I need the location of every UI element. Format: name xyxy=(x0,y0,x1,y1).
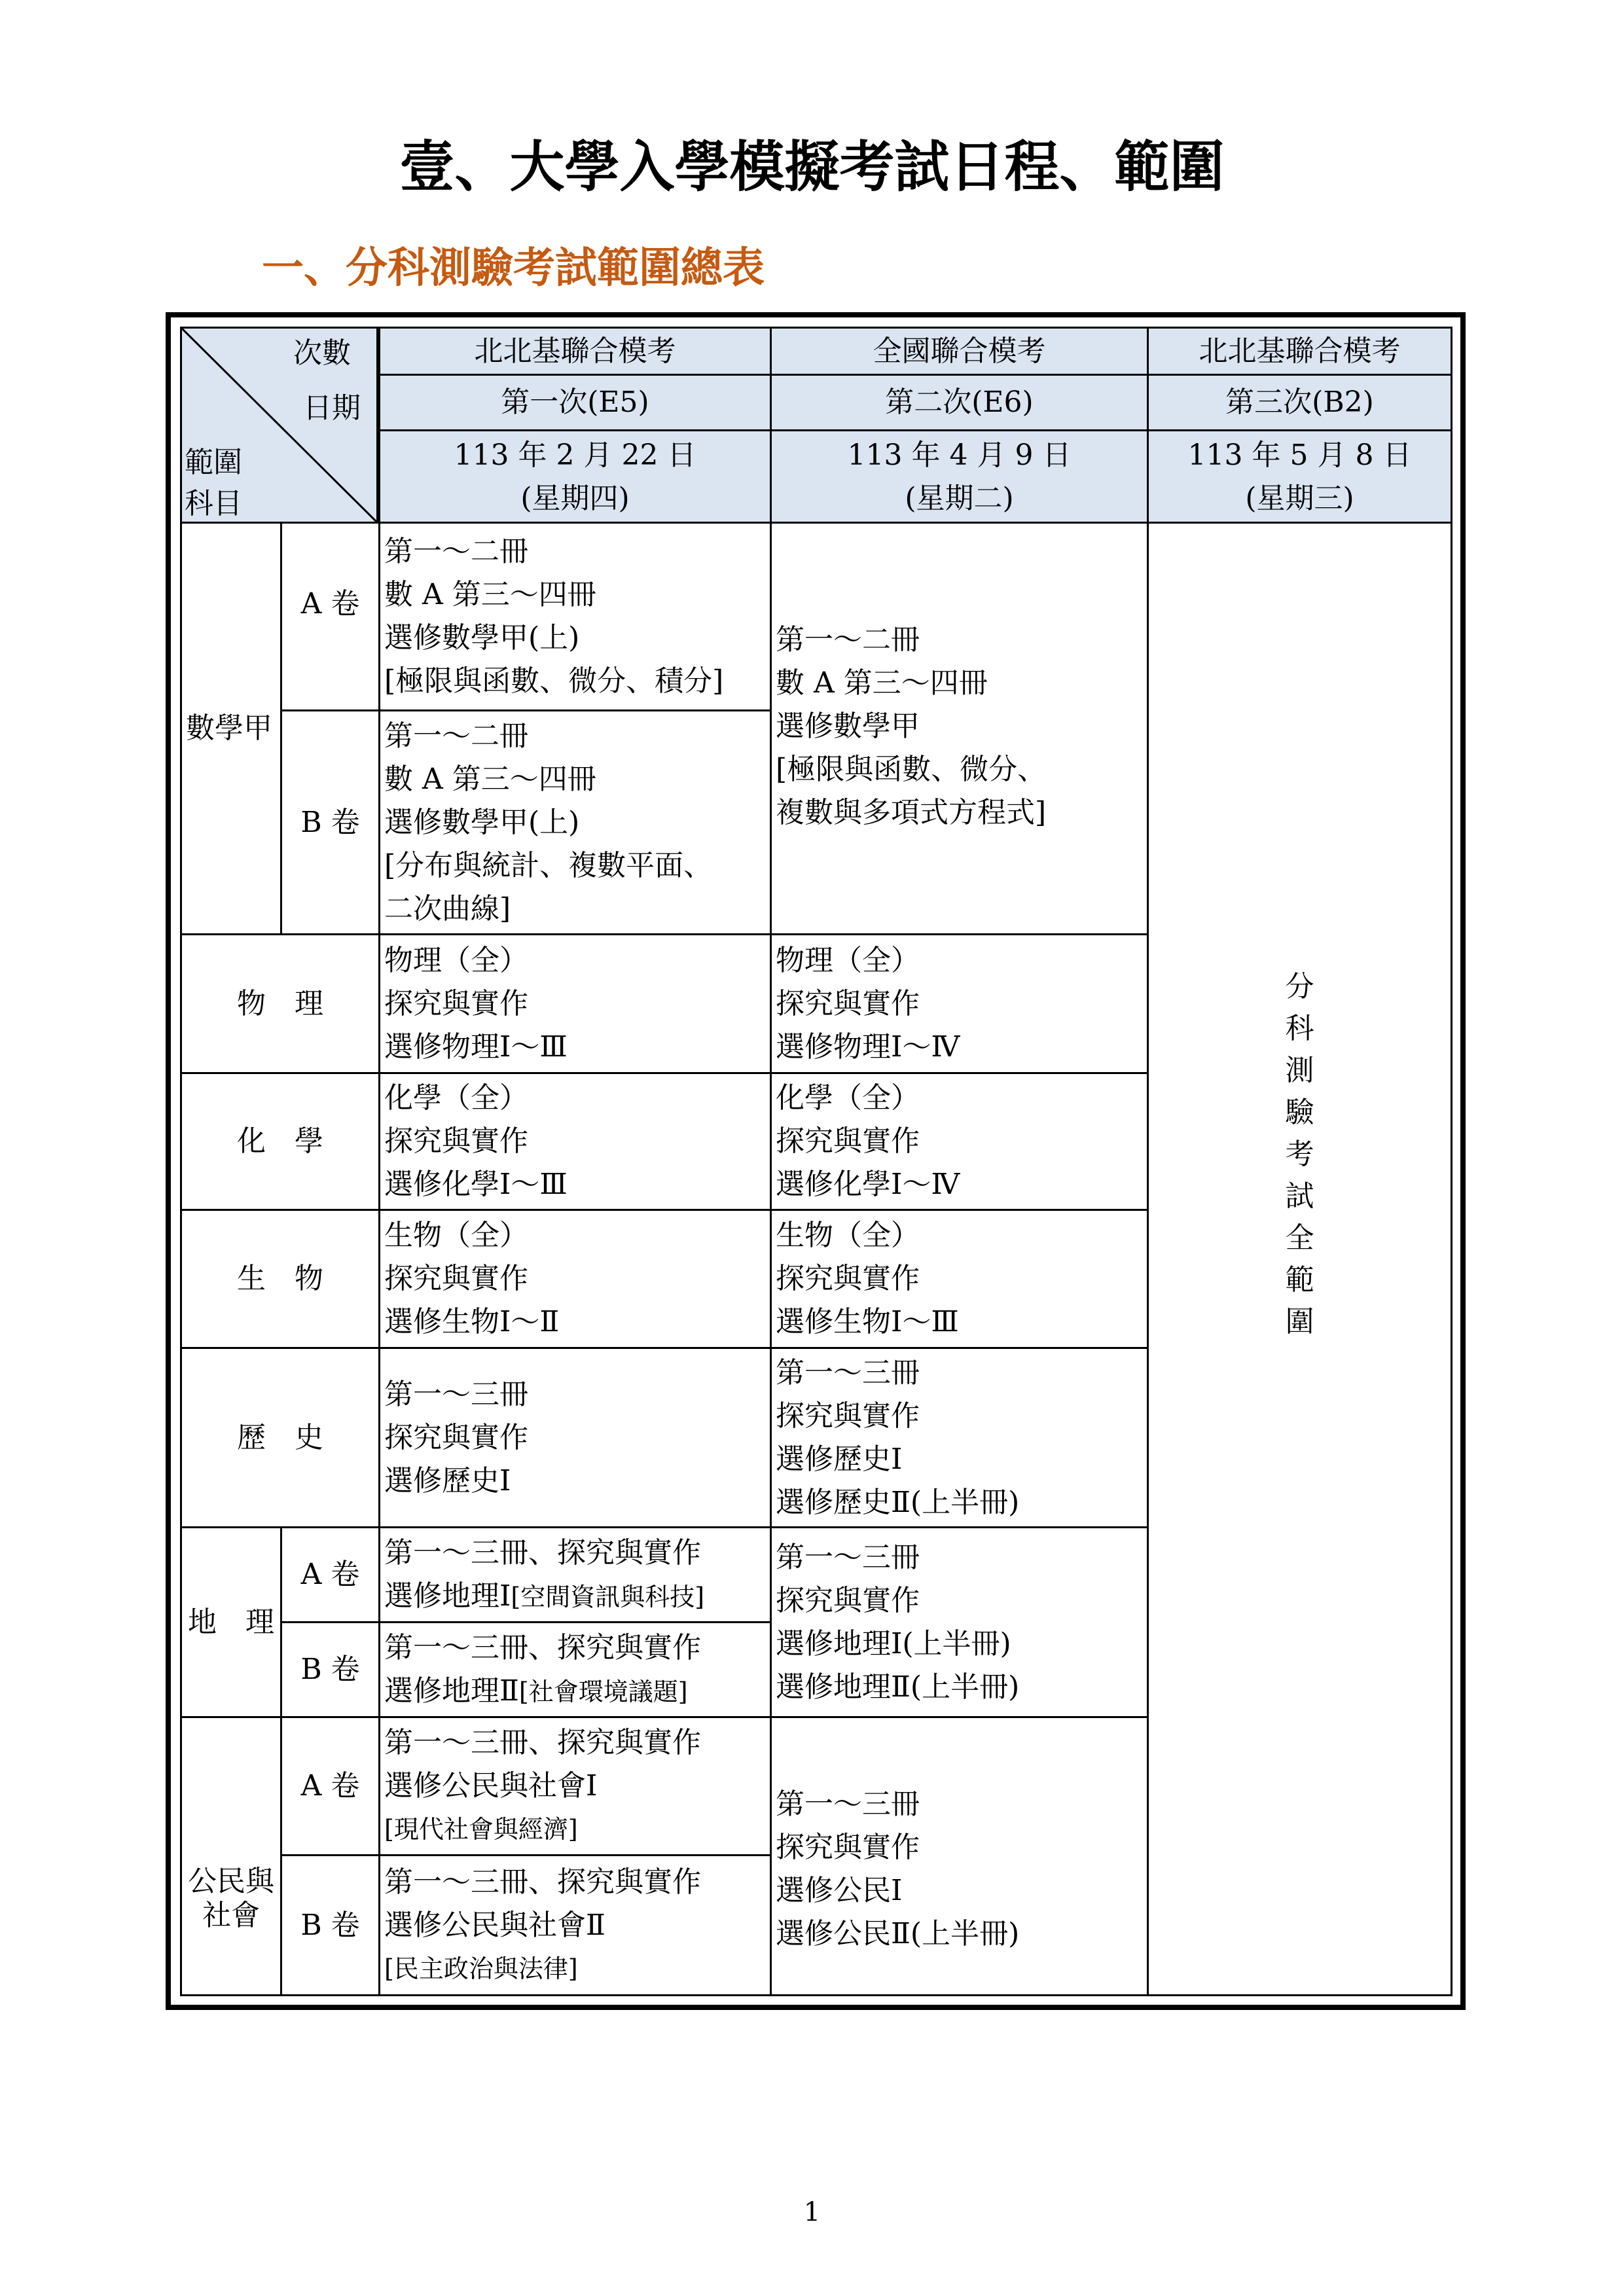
math-subject: 數學甲 xyxy=(180,522,282,935)
physics-subject: 物 理 xyxy=(180,933,380,1074)
civics-col2-line: 選修公民Ⅰ xyxy=(776,1874,903,1907)
math-col2-line: 數 A 第三～四冊 xyxy=(776,666,988,700)
biology-col1-line: 選修生物Ⅰ～Ⅱ xyxy=(384,1305,560,1338)
civics-col2-line: 第一～三冊 xyxy=(776,1787,920,1821)
geography-b-label: B 卷 xyxy=(280,1621,380,1718)
civics-col1-b-line: 選修公民與社會Ⅱ xyxy=(384,1908,605,1942)
geography-col1-b-course: 選修地理Ⅱ xyxy=(384,1674,519,1708)
civics-subject-line: 公民與 xyxy=(188,1865,274,1898)
col1-date-cell xyxy=(378,429,772,524)
note-char: 考 xyxy=(1285,1137,1314,1171)
chemistry-col1-line: 探究與實作 xyxy=(384,1124,528,1158)
col2-date-cell xyxy=(770,429,1149,524)
civics-a-label: A 卷 xyxy=(280,1716,380,1856)
math-col1-a-line: 數 A 第三～四冊 xyxy=(384,578,596,611)
physics-col1-line: 選修物理Ⅰ～Ⅲ xyxy=(384,1030,568,1064)
section-title: 一、分科測驗考試範圍總表 xyxy=(262,244,765,293)
biology-col1-line: 生物（全） xyxy=(384,1219,528,1252)
math-col1-b-line: 數 A 第三～四冊 xyxy=(384,762,596,796)
physics-col1-line: 探究與實作 xyxy=(384,986,528,1020)
note-char: 分 xyxy=(1285,969,1314,1003)
note-char: 圍 xyxy=(1285,1304,1314,1338)
chemistry-subject: 化 學 xyxy=(180,1072,380,1211)
col3-session: 第三次(B2) xyxy=(1147,374,1453,431)
page-number: 1 xyxy=(803,2197,821,2227)
col1-org: 北北基聯合模考 xyxy=(378,327,772,376)
math-col1-b-line: 第一～二冊 xyxy=(384,719,528,753)
math-col1-b-line: 選修數學甲(上) xyxy=(384,805,580,839)
geography-col1-a-line2 xyxy=(384,1575,766,1619)
geography-a-label: A 卷 xyxy=(280,1526,380,1623)
geography-col1-a xyxy=(378,1526,772,1623)
physics-col2-line: 物理（全） xyxy=(776,943,920,977)
civics-subject xyxy=(180,1716,282,1996)
geography-col2-line: 探究與實作 xyxy=(776,1583,920,1617)
history-col2-line: 選修歷史Ⅱ(上半冊) xyxy=(776,1485,1020,1519)
biology-col1-line: 探究與實作 xyxy=(384,1262,528,1295)
geography-col1-b-line2 xyxy=(384,1670,766,1713)
chemistry-col2 xyxy=(770,1072,1149,1211)
biology-col2-line: 生物（全） xyxy=(776,1219,920,1252)
corner-header-cell xyxy=(180,327,378,524)
geography-col1-a-course: 選修地理Ⅰ xyxy=(384,1579,511,1613)
math-col2-line: 選修數學甲 xyxy=(776,709,920,743)
civics-b-label: B 卷 xyxy=(280,1854,380,1996)
corner-date-label: 日期 xyxy=(303,391,361,425)
col3-date: 113 年 5 月 8 日 xyxy=(1187,439,1412,472)
page-title: 壹、大學入學模擬考試日程、範圍 xyxy=(399,135,1225,199)
history-col2 xyxy=(770,1347,1149,1528)
col1-weekday: (星期四) xyxy=(520,482,630,515)
biology-subject: 生 物 xyxy=(180,1209,380,1349)
col3-weekday: (星期三) xyxy=(1245,482,1354,515)
math-col2-line: 第一～二冊 xyxy=(776,623,920,656)
math-b-label: B 卷 xyxy=(280,709,380,935)
geography-col1-a-line: 第一～三冊、探究與實作 xyxy=(384,1535,701,1570)
biology-col1 xyxy=(378,1209,772,1349)
history-col2-line: 探究與實作 xyxy=(776,1399,920,1433)
civics-col2-line: 探究與實作 xyxy=(776,1831,920,1864)
biology-col2 xyxy=(770,1209,1149,1349)
note-char: 驗 xyxy=(1285,1095,1314,1129)
corner-subject-label: 科目 xyxy=(185,487,242,520)
col1-session: 第一次(E5) xyxy=(378,374,772,431)
civics-col1-b xyxy=(378,1854,772,1996)
corner-range-label: 範圍 xyxy=(185,446,242,479)
physics-col2 xyxy=(770,933,1149,1074)
civics-col1-a-line: 選修公民與社會Ⅰ xyxy=(384,1769,598,1803)
chemistry-col2-line: 選修化學Ⅰ～Ⅳ xyxy=(776,1168,960,1201)
exam-range-table xyxy=(166,312,1466,2010)
geography-col1-b-note: [社會環境議題] xyxy=(518,1677,688,1706)
civics-col1-a-note: [現代社會與經濟] xyxy=(384,1815,578,1844)
math-col1-b xyxy=(378,709,772,935)
math-col2-line: [極限與函數、微分、 xyxy=(776,753,1047,786)
note-char: 範 xyxy=(1285,1263,1314,1297)
history-col1-line: 第一～三冊 xyxy=(384,1377,528,1411)
civics-subject-line: 社會 xyxy=(202,1899,260,1932)
civics-col1-a-line: 第一～三冊、探究與實作 xyxy=(384,1726,701,1759)
history-col1 xyxy=(378,1347,772,1528)
geography-col2-line: 選修地理Ⅰ(上半冊) xyxy=(776,1626,1011,1660)
col2-weekday: (星期二) xyxy=(905,482,1014,515)
history-subject: 歷 史 xyxy=(180,1347,380,1528)
col3-date-cell xyxy=(1147,429,1453,524)
col2-date: 113 年 4 月 9 日 xyxy=(847,439,1072,472)
biology-col2-line: 探究與實作 xyxy=(776,1262,920,1295)
chemistry-col2-line: 探究與實作 xyxy=(776,1124,920,1158)
math-col1-a-line: 第一～二冊 xyxy=(384,535,528,568)
note-char: 試 xyxy=(1285,1179,1314,1213)
math-col2-line: 複數與多項式方程式] xyxy=(776,796,1047,829)
history-col2-line: 第一～三冊 xyxy=(776,1355,920,1390)
geography-col2-line: 第一～三冊 xyxy=(776,1540,920,1574)
physics-col1 xyxy=(378,933,772,1074)
col2-org: 全國聯合模考 xyxy=(770,327,1149,376)
geography-subject: 地 理 xyxy=(180,1526,282,1718)
geography-col1-a-note: [空間資訊與科技] xyxy=(511,1582,705,1611)
math-col1-a-line: 選修數學甲(上) xyxy=(384,621,580,655)
chemistry-col1-line: 化學（全） xyxy=(384,1081,528,1115)
col1-date: 113 年 2 月 22 日 xyxy=(454,439,696,472)
col3-full-range-note xyxy=(1147,522,1453,1996)
biology-col2-line: 選修生物Ⅰ～Ⅲ xyxy=(776,1305,959,1338)
math-col1-b-line: 二次曲線] xyxy=(384,891,511,925)
note-char: 科 xyxy=(1285,1011,1314,1045)
math-col2 xyxy=(770,522,1149,935)
geography-col1-b-line: 第一～三冊、探究與實作 xyxy=(384,1630,701,1664)
civics-col2-line: 選修公民Ⅱ(上半冊) xyxy=(776,1917,1020,1950)
math-col1-a xyxy=(378,522,772,711)
math-col1-b-line: [分布與統計、複數平面、 xyxy=(384,848,713,882)
civics-col1-b-line: 第一～三冊、探究與實作 xyxy=(384,1865,701,1899)
history-col1-line: 選修歷史Ⅰ xyxy=(384,1463,511,1498)
note-char: 全 xyxy=(1285,1221,1314,1255)
civics-col1-a xyxy=(378,1716,772,1856)
geography-col2 xyxy=(770,1526,1149,1718)
history-col2-line: 選修歷史Ⅰ xyxy=(776,1442,903,1476)
physics-col2-line: 探究與實作 xyxy=(776,986,920,1020)
geography-col2-line: 選修地理Ⅱ(上半冊) xyxy=(776,1670,1020,1704)
physics-col2-line: 選修物理Ⅰ～Ⅳ xyxy=(776,1030,960,1064)
geography-col1-b xyxy=(378,1621,772,1718)
chemistry-col1-line: 選修化學Ⅰ～Ⅲ xyxy=(384,1168,568,1201)
col3-org: 北北基聯合模考 xyxy=(1147,327,1453,376)
corner-times-label: 次數 xyxy=(293,336,351,370)
math-a-label: A 卷 xyxy=(280,522,380,711)
civics-col1-b-note: [民主政治與法律] xyxy=(384,1954,578,1983)
history-col1-line: 探究與實作 xyxy=(384,1420,528,1454)
chemistry-col2-line: 化學（全） xyxy=(776,1081,920,1115)
physics-col1-line: 物理（全） xyxy=(384,943,528,977)
col2-session: 第二次(E6) xyxy=(770,374,1149,431)
civics-col2 xyxy=(770,1716,1149,1996)
note-char: 測 xyxy=(1285,1053,1314,1087)
math-col1-a-line: [極限與函數、微分、積分] xyxy=(384,664,724,698)
chemistry-col1 xyxy=(378,1072,772,1211)
